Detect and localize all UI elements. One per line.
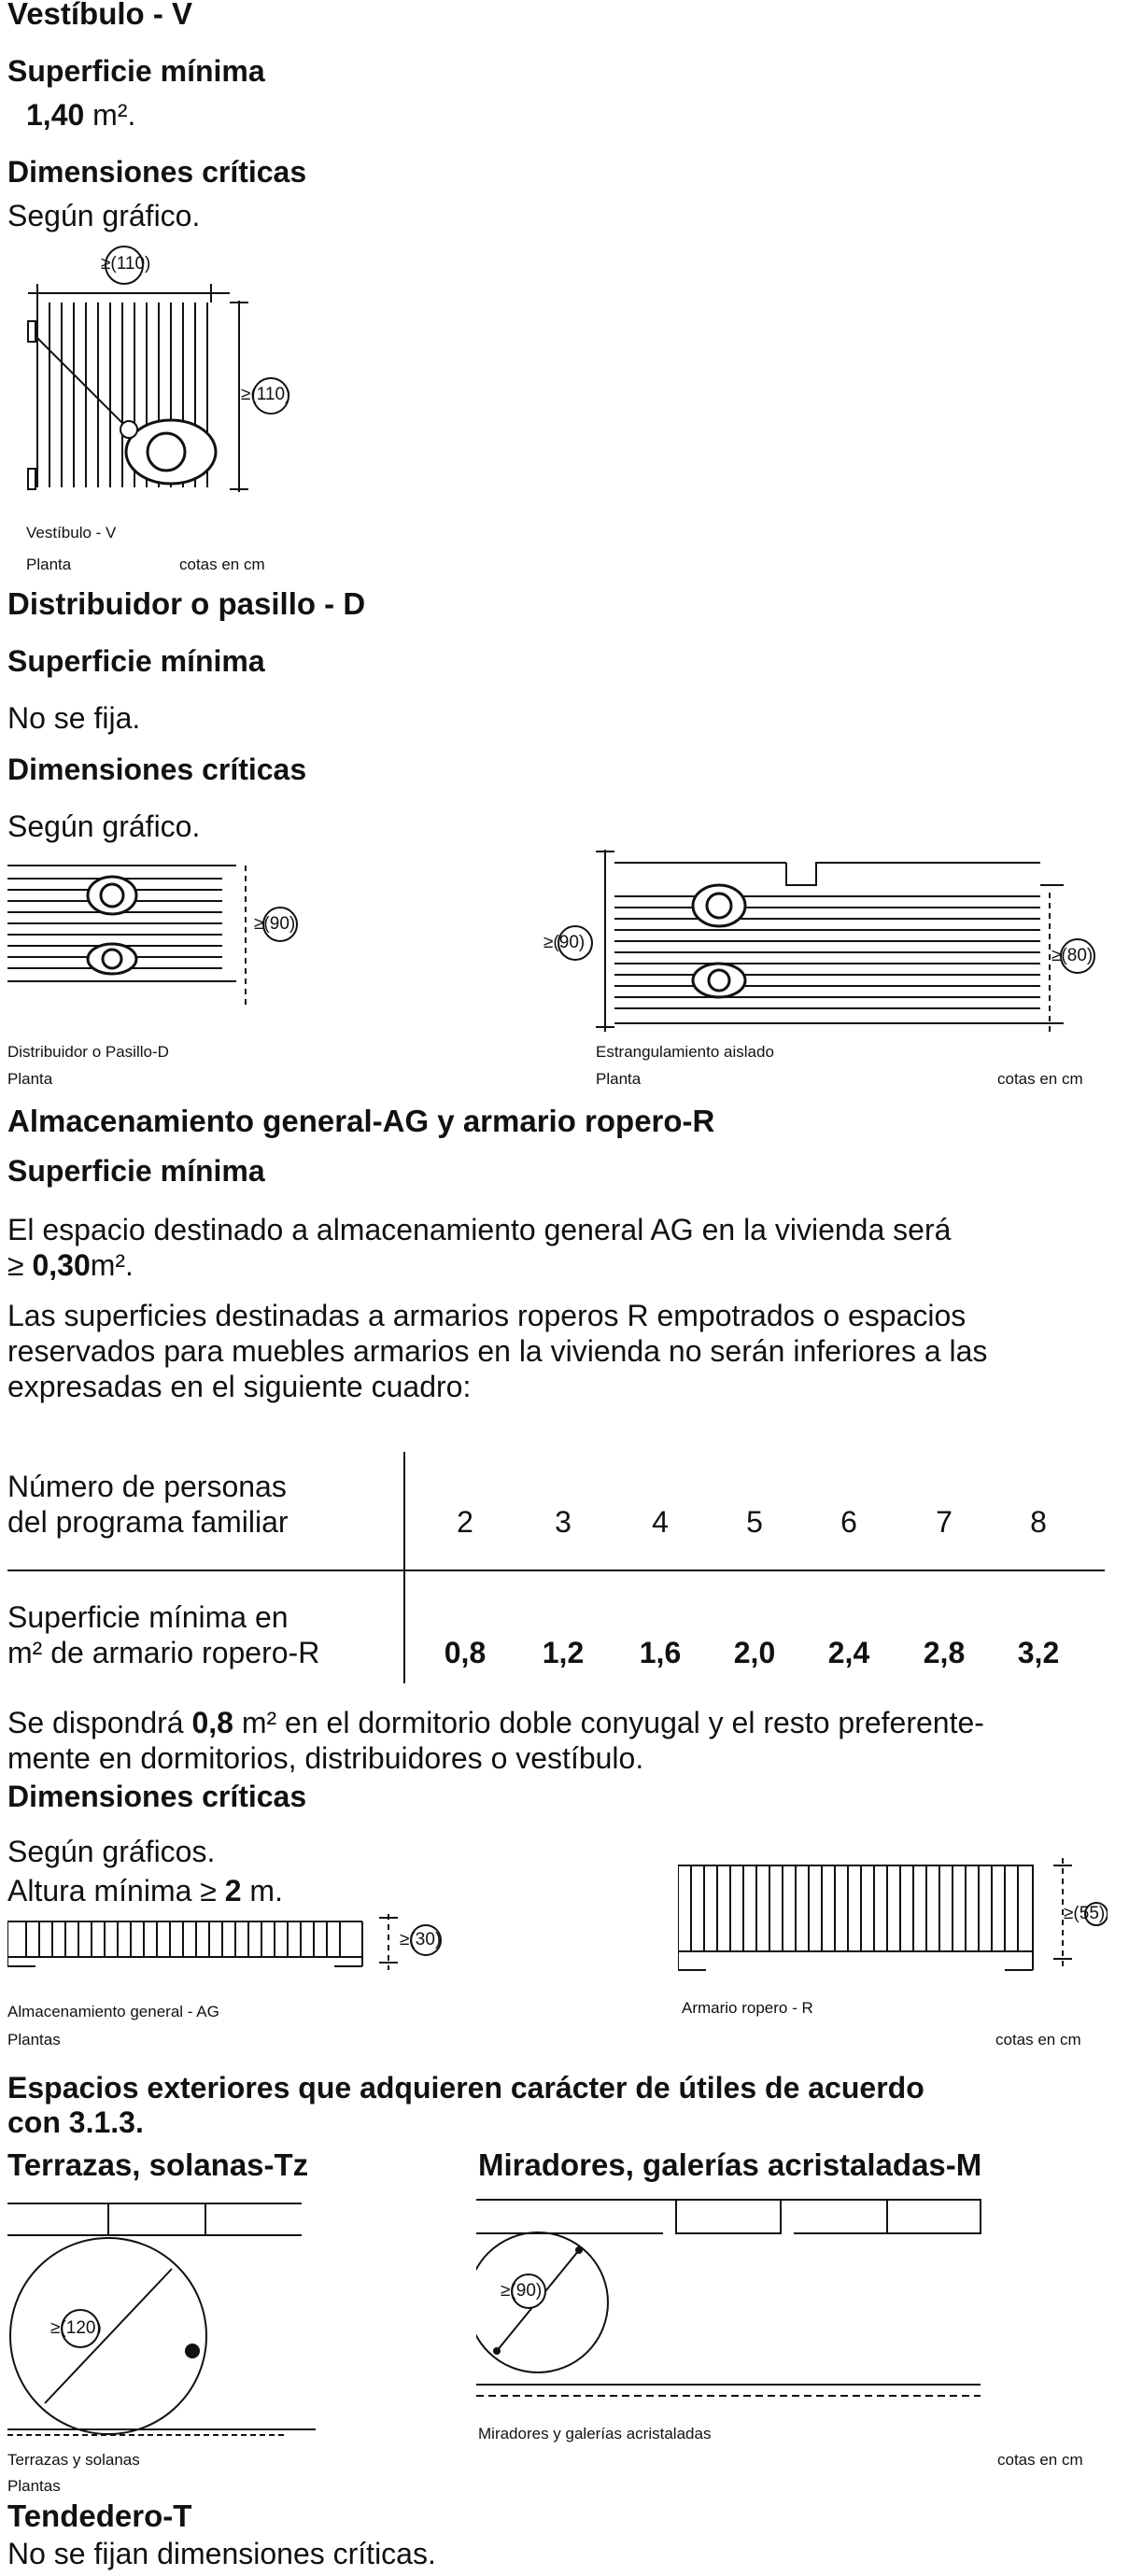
distribuidor-figure xyxy=(7,854,325,1032)
estrangulamiento-caption-1: Estrangulamiento aislado xyxy=(596,1043,774,1061)
armario-caption-2: cotas en cm xyxy=(995,2031,1081,2048)
table-cell: 2,0 xyxy=(733,1636,776,1669)
dim-label: ≥(90) xyxy=(254,914,296,934)
title-terrazas: Terrazas, solanas-Tz xyxy=(7,2147,309,2182)
superficie-unit: m². xyxy=(92,98,136,132)
table-row1-label xyxy=(7,1469,289,1540)
distribuidor-caption-1: Distribuidor o Pasillo-D xyxy=(7,1043,169,1061)
heading-espacios-exteriores xyxy=(7,2071,1119,2140)
dim-label-top: ≥(110) xyxy=(101,254,151,274)
title-miradores: Miradores, galerías acristaladas-M xyxy=(478,2147,982,2182)
section-title-tendedero: Tendedero-T xyxy=(7,2499,192,2533)
heading-dimensiones-criticas-2: Dimensiones críticas xyxy=(7,753,307,786)
superficie-value-line xyxy=(26,97,135,133)
paragraph-almacenamiento xyxy=(7,1212,1105,1283)
armario-caption-1: Armario ropero - R xyxy=(682,1999,813,2017)
table-row2-label xyxy=(7,1599,319,1670)
para3-line1 xyxy=(7,1705,1105,1740)
terrazas-caption-1: Terrazas y solanas xyxy=(7,2451,140,2469)
heading-superficie-minima-2: Superficie mínima xyxy=(7,644,265,678)
row1-label-line2: del programa familiar xyxy=(7,1505,289,1539)
dim-label: ≥(30) xyxy=(400,1930,442,1950)
section-title-almacenamiento: Almacenamiento general-AG y armario ropero-R xyxy=(7,1104,715,1138)
vestibulo-caption-2: Planta xyxy=(26,556,72,573)
table-cell: 3,2 xyxy=(1017,1636,1060,1669)
section-title-distribuidor: Distribuidor o pasillo - D xyxy=(7,586,366,621)
dim-label: ≥(90) xyxy=(501,2281,543,2301)
dim-label: ≥(55) xyxy=(1064,1904,1106,1923)
altura-unit: m. xyxy=(241,1874,283,1907)
espacios-line2: con 3.1.3. xyxy=(7,2105,144,2139)
dim-text-2: Según gráfico. xyxy=(7,809,201,843)
superficie-value: 1,40 xyxy=(26,98,85,132)
terrazas-figure xyxy=(7,2187,325,2439)
espacios-line1: Espacios exteriores que adquieren carácter de útiles de acuerdo xyxy=(7,2071,924,2104)
dim-label-right: ≥(110) xyxy=(241,385,291,404)
armario-ropero-figure xyxy=(678,1858,1108,1989)
para1-geq: ≥ xyxy=(7,1248,33,1282)
row1-label-line1: Número de personas xyxy=(7,1470,287,1503)
almacenamiento-figure xyxy=(7,1908,465,1992)
para2-line3: expresadas en el siguiente cuadro: xyxy=(7,1370,472,1403)
para3-a: Se dispondrá xyxy=(7,1706,192,1739)
table-cell: 7 xyxy=(936,1505,953,1539)
estrangulamiento-caption-3: cotas en cm xyxy=(997,1070,1083,1088)
para3-value: 0,8 xyxy=(191,1706,233,1739)
estrangulamiento-figure xyxy=(543,840,1096,1036)
paragraph-dispondra xyxy=(7,1705,1105,1776)
table-cell: 2,8 xyxy=(923,1636,966,1669)
para1-unit: m². xyxy=(90,1248,134,1282)
table-cell: 6 xyxy=(840,1505,857,1539)
sup-text-2: No se fija. xyxy=(7,701,141,735)
table-cell: 4 xyxy=(652,1505,669,1539)
table-cell: 8 xyxy=(1030,1505,1047,1539)
heading-dimensiones-criticas-3: Dimensiones críticas xyxy=(7,1780,307,1813)
table-cell: 1,6 xyxy=(639,1636,682,1669)
para1-line1: El espacio destinado a almacenamiento general AG en la vivienda será xyxy=(7,1213,952,1246)
section-title-vestibulo: Vestíbulo - V xyxy=(7,0,193,31)
almacenamiento-caption-2: Plantas xyxy=(7,2031,61,2048)
altura-minima-line xyxy=(7,1873,283,1908)
tendedero-text: No se fijan dimensiones críticas. xyxy=(7,2537,436,2570)
miradores-figure xyxy=(476,2187,999,2411)
terrazas-caption-2: Plantas xyxy=(7,2477,61,2495)
altura-value: 2 xyxy=(224,1874,242,1907)
heading-superficie-minima: Superficie mínima xyxy=(7,54,265,88)
vestibulo-caption-1: Vestíbulo - V xyxy=(26,524,117,542)
para1-value: 0,30 xyxy=(32,1248,91,1282)
distribuidor-caption-2: Planta xyxy=(7,1070,53,1088)
heading-superficie-minima-3: Superficie mínima xyxy=(7,1154,265,1188)
table-cell: 5 xyxy=(746,1505,763,1539)
armarios-table xyxy=(7,1452,1105,1695)
altura-a: Altura mínima ≥ xyxy=(7,1874,225,1907)
dim-text: Según gráfico. xyxy=(7,199,201,232)
miradores-caption-1: Miradores y galerías acristaladas xyxy=(478,2425,712,2442)
miradores-caption-2: cotas en cm xyxy=(997,2451,1083,2469)
dim-label-right: ≥(80) xyxy=(1051,946,1094,965)
para3-line2: mente en dormitorios, distribuidores o vestíbulo. xyxy=(7,1741,644,1775)
table-cell: 0,8 xyxy=(444,1636,487,1669)
para2-line2: reservados para muebles armarios en la vivienda no serán inferiores a las xyxy=(7,1334,988,1368)
estrangulamiento-caption-2: Planta xyxy=(596,1070,642,1088)
table-cell: 1,2 xyxy=(542,1636,585,1669)
vestibulo-figure xyxy=(7,245,306,506)
para3-b: m² en el dormitorio doble conyugal y el resto preferente- xyxy=(233,1706,984,1739)
almacenamiento-caption-1: Almacenamiento general - AG xyxy=(7,2003,219,2020)
table-cell: 2 xyxy=(457,1505,473,1539)
dim-text-3: Según gráficos. xyxy=(7,1835,216,1868)
table-cell: 3 xyxy=(555,1505,572,1539)
paragraph-armarios xyxy=(7,1298,1105,1404)
heading-dimensiones-criticas: Dimensiones críticas xyxy=(7,155,307,189)
para2-line1: Las superficies destinadas a armarios roperos R empotrados o espacios xyxy=(7,1299,967,1332)
row2-label-line1: Superficie mínima en xyxy=(7,1600,289,1634)
vestibulo-caption-3: cotas en cm xyxy=(179,556,265,573)
dim-label: ≥(120) xyxy=(50,2318,102,2338)
dim-label-left: ≥(90) xyxy=(543,933,586,952)
row2-label-line2: m² de armario ropero-R xyxy=(7,1636,320,1669)
table-cell: 2,4 xyxy=(827,1636,870,1669)
para1-line2 xyxy=(7,1247,1105,1283)
